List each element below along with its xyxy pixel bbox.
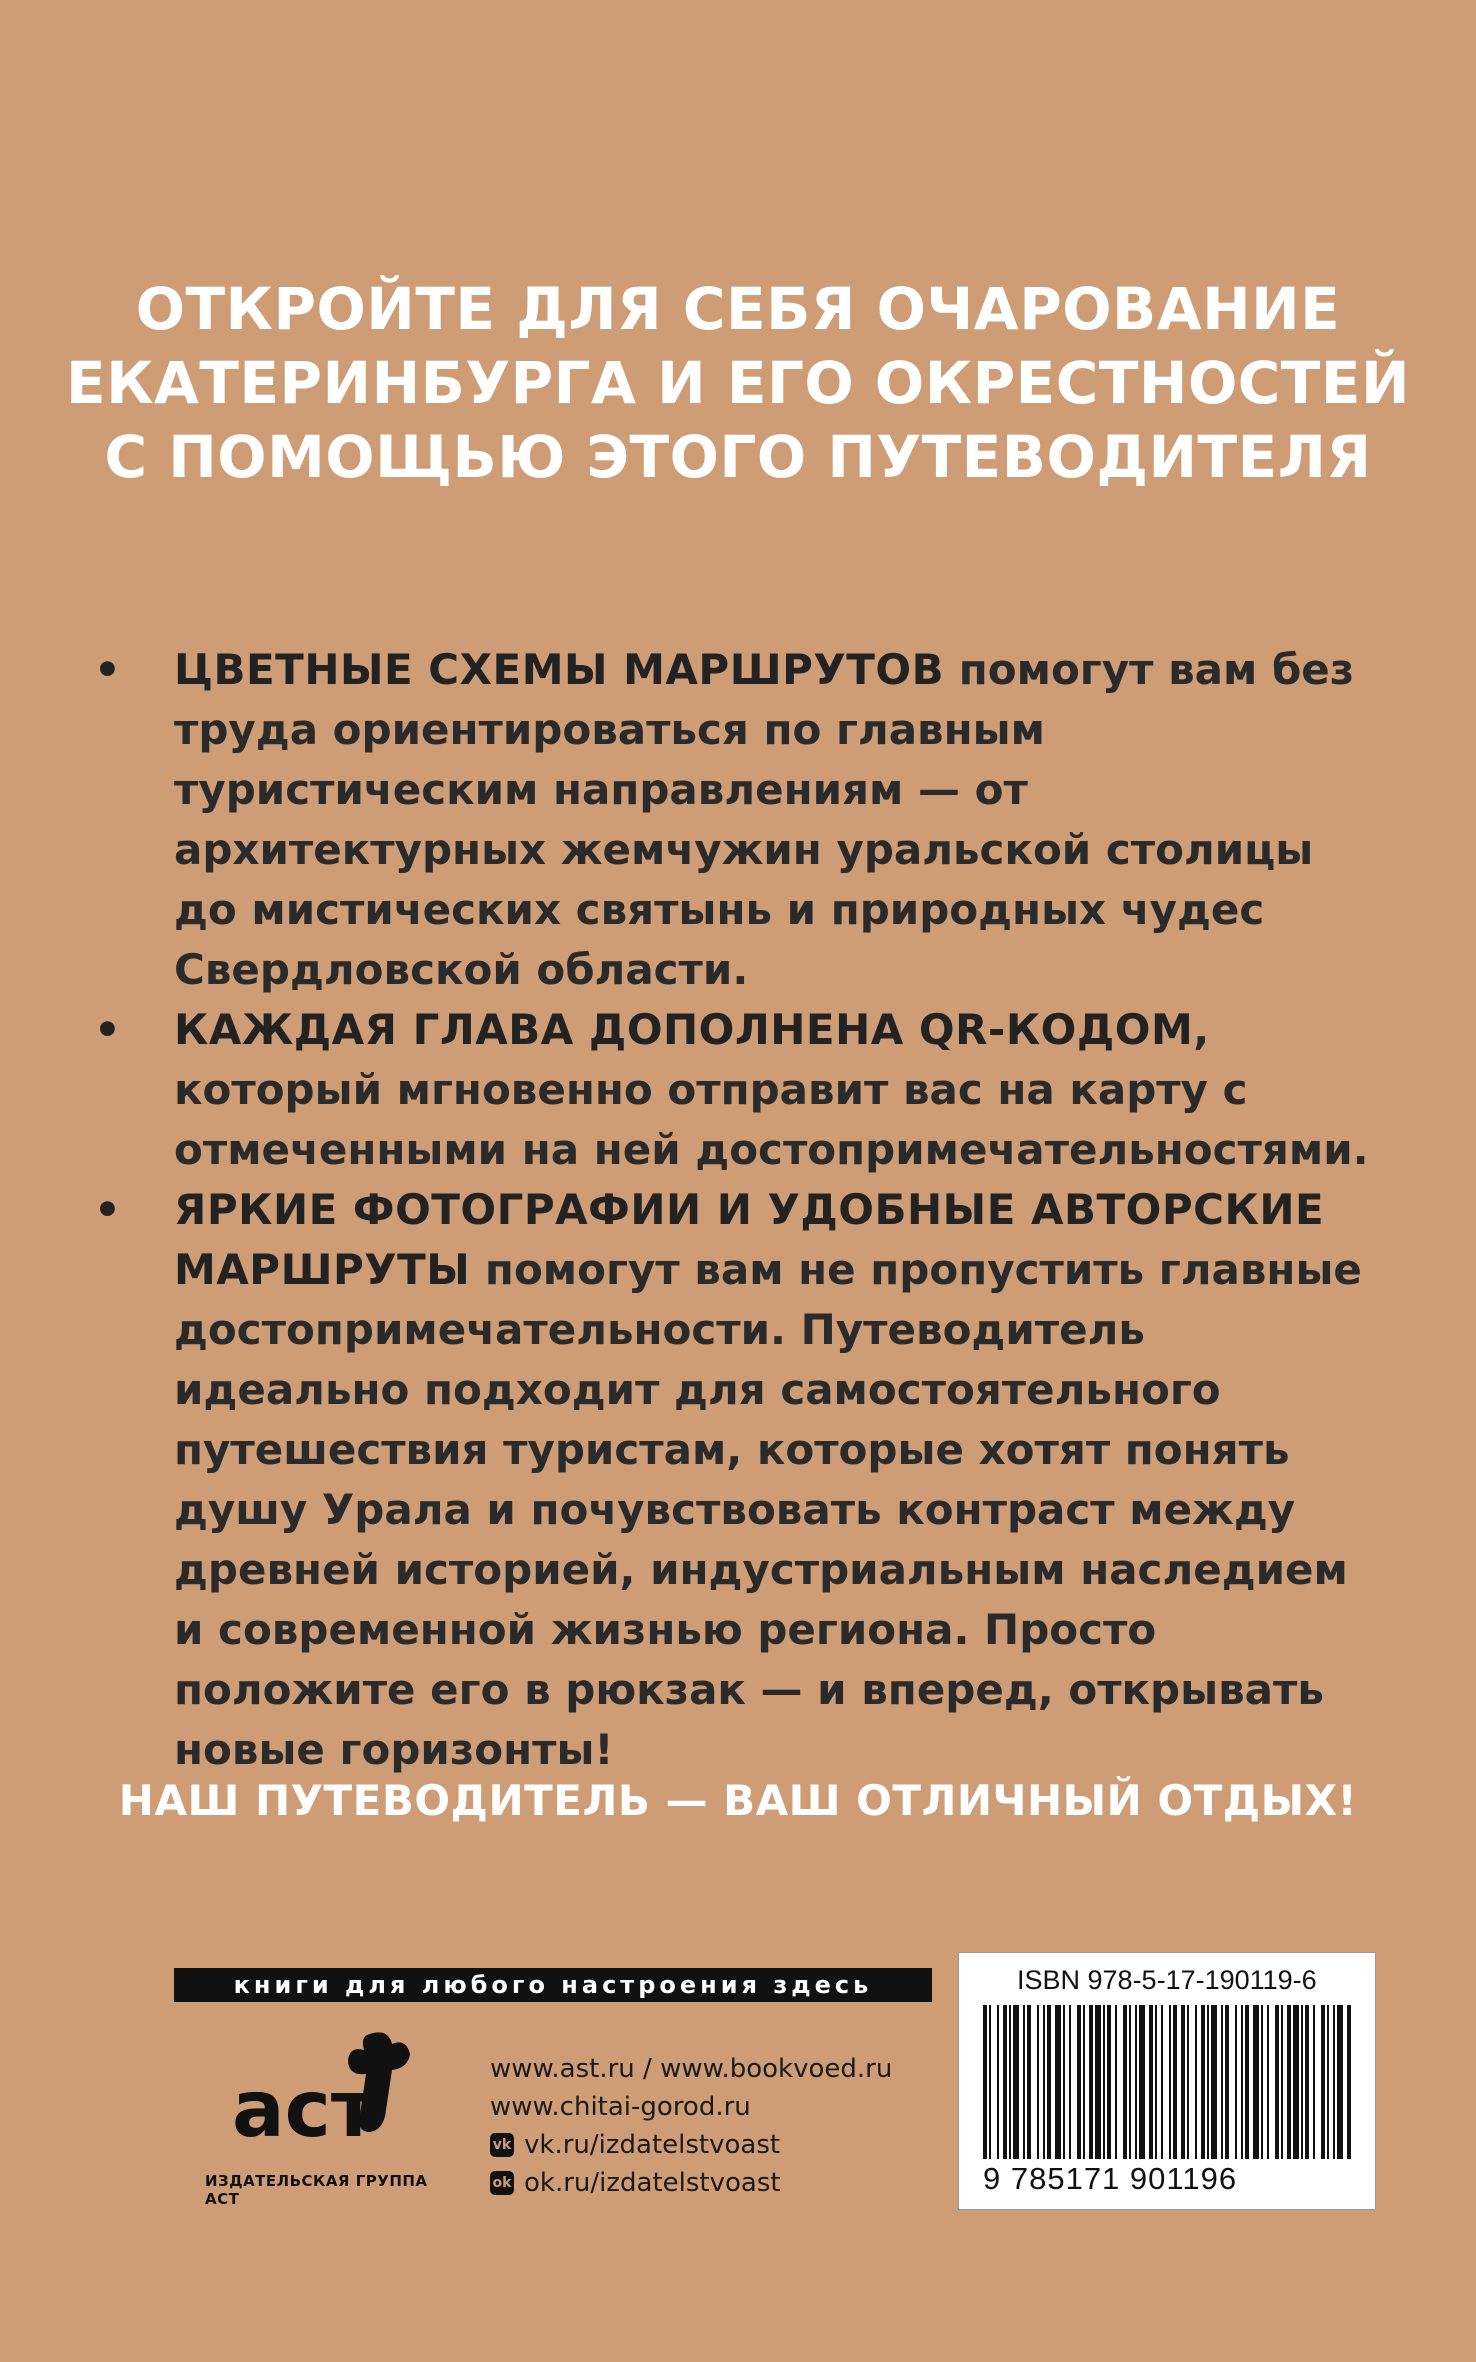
barcode-bar bbox=[1037, 2005, 1039, 2159]
ok-icon: ok bbox=[490, 2171, 514, 2195]
feature-text: , который мгновенно отправит вас на карту с отмеченными на ней достопримечательностями. bbox=[174, 1005, 1369, 1174]
barcode-bar bbox=[1333, 2005, 1335, 2159]
barcode-bar bbox=[1225, 2005, 1229, 2159]
barcode-bar bbox=[1261, 2005, 1263, 2159]
barcode-bar bbox=[1043, 2005, 1045, 2159]
barcode-bar bbox=[1027, 2005, 1031, 2159]
isbn-barcode bbox=[958, 1952, 1376, 2210]
feature-text: помогут вам без труда ориентироваться по главным туристическим направлениям — от архитектурных жемчужин уральской столицы до мистических святынь и природных чудес Свердловской области. bbox=[174, 645, 1355, 994]
barcode-bar bbox=[1327, 2005, 1329, 2159]
barcode-bar bbox=[1267, 2005, 1269, 2159]
headline-line-1: ОТКРОЙТЕ ДЛЯ СЕБЯ ОЧАРОВАНИЕ bbox=[135, 275, 1341, 343]
barcode-bar bbox=[1063, 2005, 1065, 2159]
barcode-bar bbox=[1347, 2005, 1351, 2159]
feature-list bbox=[84, 640, 1384, 1780]
vk-icon: vk bbox=[490, 2133, 514, 2157]
barcode-bar bbox=[997, 2005, 999, 2159]
barcode-bar bbox=[1305, 2005, 1309, 2159]
barcode-bar bbox=[1103, 2005, 1105, 2159]
barcode-bar bbox=[1089, 2005, 1093, 2159]
barcode-bar bbox=[1275, 2005, 1279, 2159]
barcode-bar bbox=[1083, 2005, 1085, 2159]
barcode-bar bbox=[1095, 2005, 1101, 2159]
barcode-bar bbox=[1313, 2005, 1315, 2159]
ok-link-text: ok.ru/izdatelstvoast bbox=[524, 2168, 781, 2198]
barcode-bar bbox=[1077, 2005, 1081, 2159]
barcode-bar bbox=[1009, 2005, 1011, 2159]
barcode-bar bbox=[1069, 2005, 1071, 2159]
bullet-dot: • bbox=[94, 1185, 121, 1234]
isbn-number: ISBN 978-5-17-190119-6 bbox=[1017, 1965, 1317, 1995]
barcode-bar bbox=[1155, 2005, 1157, 2159]
ok-link[interactable] bbox=[490, 2164, 950, 2202]
headline-line-2: ЕКАТЕРИНБУРГА И ЕГО ОКРЕСТНОСТЕЙ bbox=[65, 349, 1411, 417]
barcode-bar bbox=[1241, 2005, 1243, 2159]
barcode-bar bbox=[1123, 2005, 1127, 2159]
barcode-bar bbox=[1321, 2005, 1325, 2159]
barcode-bar bbox=[1201, 2005, 1205, 2159]
website-links[interactable]: www.ast.ru / www.bookvoed.ru bbox=[490, 2054, 893, 2084]
barcode-bar bbox=[983, 2005, 987, 2159]
vk-link[interactable] bbox=[490, 2126, 950, 2164]
ast-logo bbox=[220, 2024, 440, 2164]
feature-lead: ЯРКИЕ ФОТОГРАФИИ И УДОБНЫЕ АВТОРСКИЕ МАРШРУТЫ bbox=[174, 1185, 1325, 1294]
barcode-bar bbox=[1161, 2005, 1163, 2159]
bullet-dot: • bbox=[94, 645, 121, 694]
publisher-links bbox=[490, 2050, 950, 2202]
feature-lead: КАЖДАЯ ГЛАВА ДОПОЛНЕНА QR-КОДОМ bbox=[174, 1005, 1194, 1054]
barcode-bar bbox=[1235, 2005, 1237, 2159]
barcode-bar bbox=[1187, 2005, 1189, 2159]
barcode-bar bbox=[1149, 2005, 1153, 2159]
barcode-bar bbox=[1211, 2005, 1217, 2159]
barcode-bar bbox=[1287, 2005, 1291, 2159]
headline bbox=[0, 272, 1476, 494]
feature-text: помогут вам не пропустить главные достопримечательности. Путеводитель идеально подходит для самостоятельного путешествия туристам, которые хотят понять душу Урала и почувствовать контраст между древней историей, индустриальным наследием и современной жизнью региона. Просто положите его в рюкзак — и вперед, открывать новые горизонты! bbox=[174, 1245, 1362, 1774]
barcode-bar bbox=[1181, 2005, 1185, 2159]
bullet-dot: • bbox=[94, 1005, 121, 1054]
barcode-bar bbox=[1055, 2005, 1061, 2159]
barcode-bar bbox=[1245, 2005, 1249, 2159]
feature-item-photos bbox=[84, 1180, 1384, 1780]
barcode-bar bbox=[1207, 2005, 1209, 2159]
barcode-bar bbox=[1023, 2005, 1025, 2159]
barcode-bar bbox=[1253, 2005, 1259, 2159]
barcode-bar bbox=[1139, 2005, 1145, 2159]
barcode-bar bbox=[1293, 2005, 1299, 2159]
publisher-name: ИЗДАТЕЛЬСКАЯ ГРУППА АСТ bbox=[205, 2172, 428, 2208]
barcode-bar bbox=[1003, 2005, 1007, 2159]
barcode-bar bbox=[1047, 2005, 1051, 2159]
website-link-chitai[interactable]: www.chitai-gorod.ru bbox=[490, 2092, 751, 2122]
barcode-bar bbox=[1173, 2005, 1177, 2159]
feature-item-qr bbox=[84, 1000, 1384, 1180]
barcode-bars bbox=[979, 2005, 1357, 2159]
barcode-bar bbox=[989, 2005, 991, 2159]
barcode-bar bbox=[1221, 2005, 1223, 2159]
feature-item-routes bbox=[84, 640, 1384, 1000]
barcode-bar bbox=[1135, 2005, 1137, 2159]
barcode-bar bbox=[1195, 2005, 1197, 2159]
barcode-bar bbox=[1169, 2005, 1171, 2159]
logo-text: аст bbox=[232, 2065, 377, 2155]
barcode-bar bbox=[1107, 2005, 1111, 2159]
slogan-strip: книги для любого настроения здесь bbox=[174, 1968, 932, 2002]
feature-lead: ЦВЕТНЫЕ СХЕМЫ МАРШРУТОВ bbox=[174, 645, 945, 694]
headline-line-3: С ПОМОЩЬЮ ЭТОГО ПУТЕВОДИТЕЛЯ bbox=[104, 423, 1372, 491]
barcode-bar bbox=[1301, 2005, 1303, 2159]
vk-link-text: vk.ru/izdatelstvoast bbox=[524, 2130, 781, 2160]
barcode-bar bbox=[1129, 2005, 1131, 2159]
tagline: НАШ ПУТЕВОДИТЕЛЬ — ВАШ ОТЛИЧНЫЙ ОТДЫХ! bbox=[118, 1776, 1358, 1825]
barcode-digits: 9 785171 901196 bbox=[983, 2161, 1238, 2196]
barcode-bar bbox=[1115, 2005, 1117, 2159]
barcode-bar bbox=[1337, 2005, 1343, 2159]
barcode-bar bbox=[1281, 2005, 1283, 2159]
barcode-bar bbox=[1013, 2005, 1019, 2159]
